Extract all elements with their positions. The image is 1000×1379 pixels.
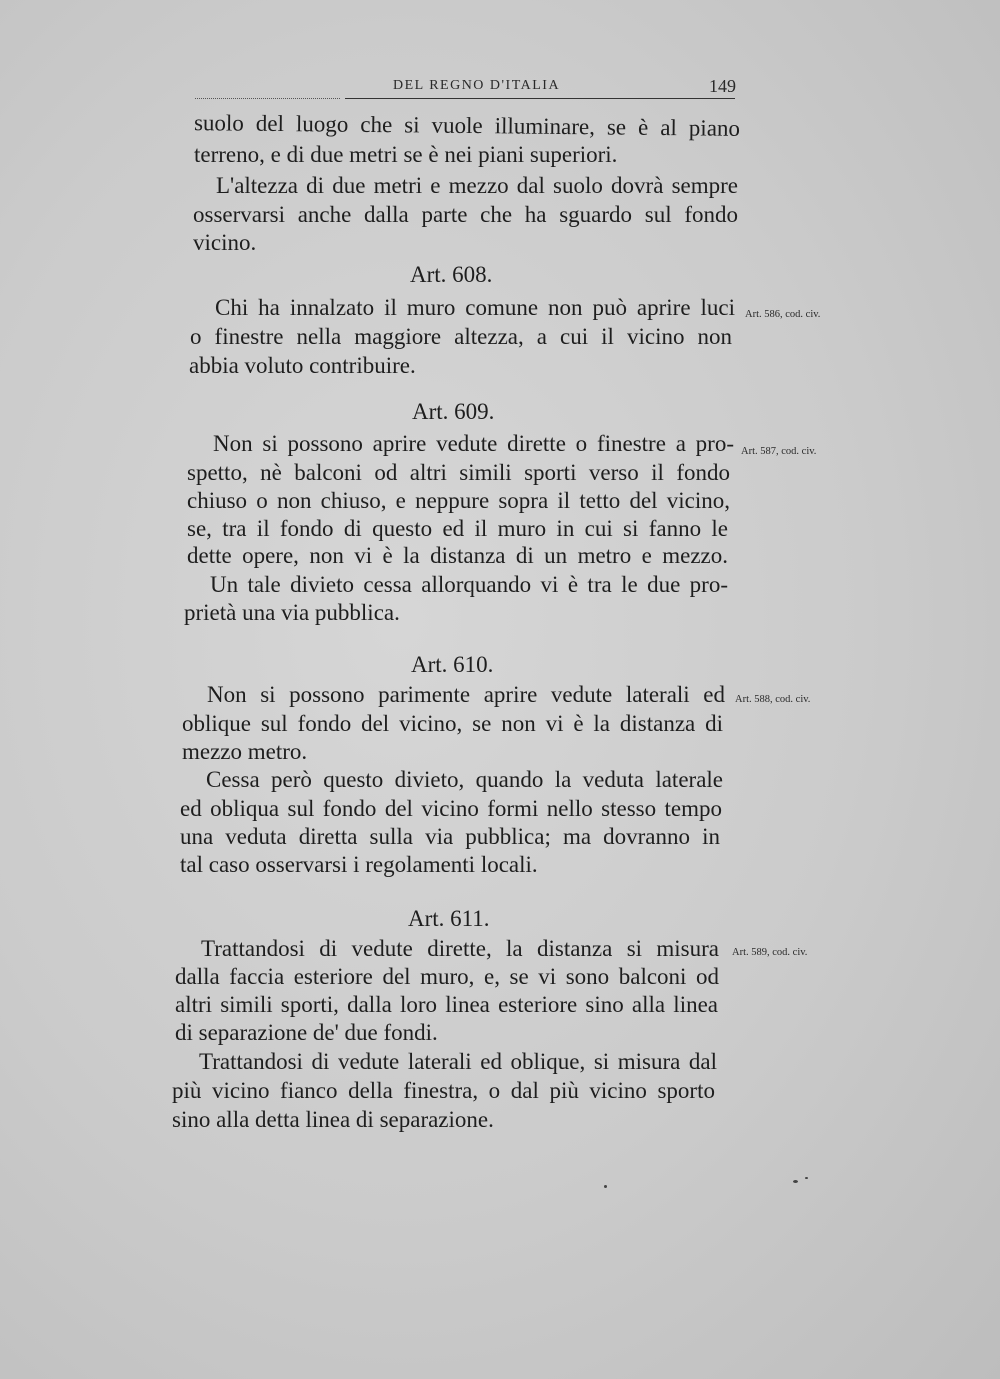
body-line: o finestre nella maggiore altezza, a cui il vicino non [190,324,732,349]
body-line: oblique sul fondo del vicino, se non vi è la distanza di [182,711,723,736]
header-dotted-rule [195,98,340,99]
body-line: osservarsi anche dalla parte che ha sguardo sul fondo [193,202,738,227]
margin-note: Art. 588, cod. civ. [735,694,811,705]
body-line: spetto, nè balconi od altri simili sporti verso il fondo [187,460,730,485]
body-line: di separazione de' due fondi. [175,1020,438,1045]
body-line: dette opere, non vi è la distanza di un metro e mezzo. [187,543,728,568]
paper-speck [604,1185,607,1188]
body-line: suolo del luogo che si vuole illuminare, se è al piano [193,110,741,141]
body-line: Non si possono aprire vedute dirette o finestre a pro- [213,431,734,456]
header-rule [345,98,735,99]
header-title: DEL REGNO D'ITALIA [393,78,561,93]
body-line: chiuso o non chiuso, e neppure sopra il tetto del vicino, [187,488,730,513]
running-header [195,76,740,102]
body-line: Chi ha innalzato il muro comune non può aprire luci [215,295,735,320]
margin-note: Art. 587, cod. civ. [741,446,817,457]
body-line: tal caso osservarsi i regolamenti locali. [180,852,538,877]
body-line: una veduta diretta sulla via pubblica; ma dovranno in [180,824,720,849]
body-line: più vicino fianco della finestra, o dal più vicino sporto [172,1078,715,1103]
body-line: terreno, e di due metri se è nei piani superiori. [194,142,618,167]
article-heading: Art. 608. [410,262,493,287]
body-line: altri simili sporti, dalla loro linea esteriore sino alla linea [175,992,718,1017]
page-number: 149 [709,76,736,96]
body-line: ed obliqua sul fondo del vicino formi nello stesso tempo [180,796,722,821]
margin-note: Art. 586, cod. civ. [745,309,821,320]
paper-speck [793,1180,798,1183]
margin-note: Art. 589, cod. civ. [732,947,808,958]
body-line: mezzo metro. [182,739,308,764]
body-line: Un tale divieto cessa allorquando vi è tra le due pro- [210,572,728,597]
paper-speck [805,1177,808,1179]
body-line: vicino. [193,230,257,255]
body-line: L'altezza di due metri e mezzo dal suolo dovrà sempre [216,173,738,198]
body-line: Trattandosi di vedute laterali ed oblique, si misura dal [199,1049,717,1074]
body-line: abbia voluto contribuire. [189,353,416,378]
body-line: se, tra il fondo di questo ed il muro in cui si fanno le [187,516,728,541]
body-line: sino alla detta linea di separazione. [172,1107,494,1132]
article-heading: Art. 611. [408,906,490,931]
article-heading: Art. 610. [411,652,494,677]
body-line: Non si possono parimente aprire vedute laterali ed [207,682,725,707]
body-line: dalla faccia esteriore del muro, e, se vi sono balconi od [175,964,719,989]
body-line: Trattandosi di vedute dirette, la distanza si misura [201,936,719,961]
body-line: Cessa però questo divieto, quando la veduta laterale [206,767,723,792]
article-heading: Art. 609. [412,399,495,424]
body-line: prietà una via pubblica. [184,600,400,625]
